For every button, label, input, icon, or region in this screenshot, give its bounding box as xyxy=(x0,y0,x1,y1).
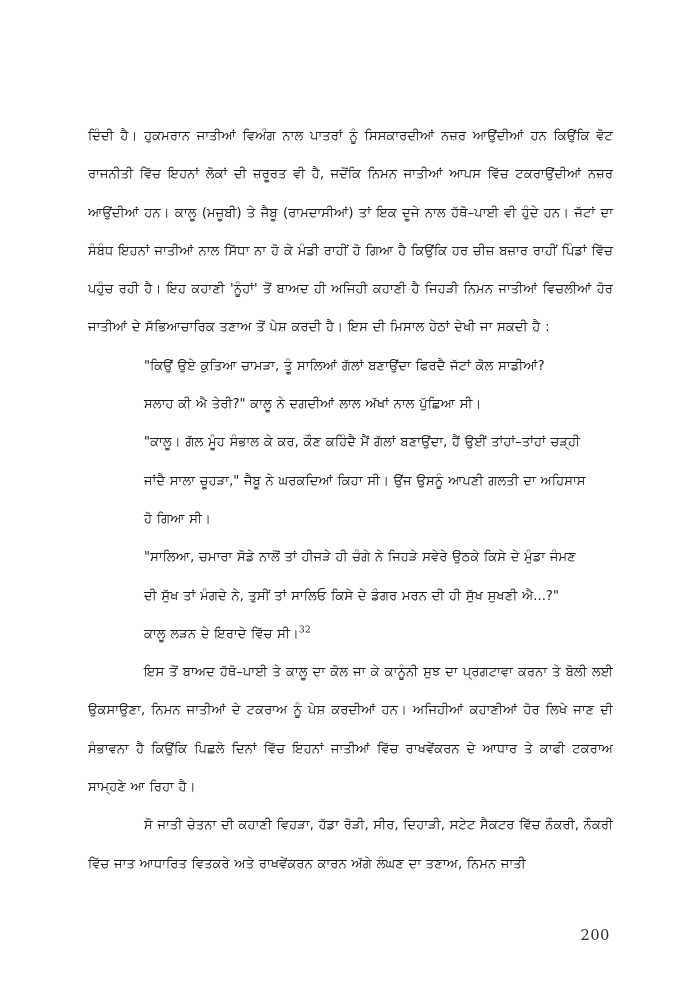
quote-3-line-3 xyxy=(144,616,613,654)
body-paragraph-2: ਇਸ ਤੋਂ ਬਾਅਦ ਹੱਥੋ–ਪਾਈ ਤੇ ਕਾਲੂ ਦਾ ਕੋਲ ਜਾ ਕੇ ਕਾਨੂੰਨੀ ਸੁਝ ਦਾ ਪ੍ਰਗਟਾਵਾ ਕਰਨਾ ਤੇ ਬੋਲੀ ਲਈ ਉਕਸਾਉਣਾ, ਨਿਮਨ ਜਾਤੀਆਂ ਦੇ ਟਕਰਾਅ ਨੂੰ ਪੇਸ਼ ਕਰਦੀਆਂ ਹਨ। ਅਜਿਹੀਆਂ ਕਹਾਣੀਆਂ ਹੋਰ ਲਿਖੇ ਜਾਣ ਦੀ ਸੰਭਾਵਨਾ ਹੈ ਕਿਉਂਕਿ ਪਿਛਲੇ ਦਿਨਾਂ ਵਿੱਚ ਇਹਨਾਂ ਜਾਤੀਆਂ ਵਿੱਚ ਰਾਖਵੇਂਕਰਨ ਦੇ ਆਧਾਰ ਤੇ ਕਾਫੀ ਟਕਰਾਅ ਸਾਮ੍ਹਣੇ ਆ ਰਿਹਾ ਹੈ। xyxy=(88,665,613,796)
block-quote-2 xyxy=(88,424,613,539)
quote-1-line-2: ਸਲਾਹ ਕੀ ਐ ਤੇਰੀ?" ਕਾਲੂ ਨੇ ਦਗਦੀਆਂ ਲਾਲ ਅੱਖਾਂ ਨਾਲ ਪੁੱਛਿਆ ਸੀ। xyxy=(144,397,482,413)
quote-2-line-3: ਹੋ ਗਿਆ ਸੀ। xyxy=(144,511,211,527)
block-quote-1 xyxy=(88,348,613,425)
page-number: 200 xyxy=(580,928,610,944)
quote-2-line-2: ਜਾਂਦੈ ਸਾਲਾ ਚੂਹੜਾ," ਜੈਬੂ ਨੇ ਘਰਕਦਿਆਂ ਕਿਹਾ ਸੀ। ਉਂਜ ਉਸਨੂੰ ਆਪਣੀ ਗਲਤੀ ਦਾ ਅਹਿਸਾਸ xyxy=(144,473,586,489)
quote-2-line-1: "ਕਾਲੂ। ਗੱਲ ਮੂੰਹ ਸੰਭਾਲ ਕੇ ਕਰ, ਕੌਣ ਕਹਿੰਦੈ ਮੈਂ ਗੱਲਾਂ ਬਣਾਉਂਦਾ, ਹੈਂ ਉਈਂ ਤਾਂਹਾਂ–ਤਾਂਹਾਂ ਚੜ੍ਹੀ xyxy=(144,435,581,451)
block-quote-3 xyxy=(88,539,613,654)
quote-3-line-1: "ਸਾਲਿਆ, ਚਮਾਰਾ ਸੋਡੇ ਨਾਲੋਂ ਤਾਂ ਹੀਜੜੇ ਹੀ ਚੰਗੇ ਨੇ ਜਿਹੜੇ ਸਵੇਰੇ ਉਠਕੇ ਕਿਸੇ ਦੇ ਮੁੰਡਾ ਜੰਮਣ xyxy=(144,550,576,566)
body-paragraph-1: ਦਿੰਦੀ ਹੈ। ਹੁਕਮਰਾਨ ਜਾਤੀਆਂ ਵਿਅੰਗ ਨਾਲ ਪਾਤਰਾਂ ਨੂੰ ਸਿਸਕਾਰਦੀਆਂ ਨਜ਼ਰ ਆਉਂਦੀਆਂ ਹਨ ਕਿਉਂਕਿ ਵੋਟ ਰਾਜਨੀਤੀ ਵਿੱਚ ਇਹਨਾਂ ਲੋਕਾਂ ਦੀ ਜ਼ਰੂਰਤ ਵੀ ਹੈ, ਜਦੋਂਕਿ ਨਿਮਨ ਜਾਤੀਆਂ ਆਪਸ ਵਿੱਚ ਟਕਰਾਉਂਦੀਆਂ ਨਜ਼ਰ ਆਉਂਦੀਆਂ ਹਨ। ਕਾਲੂ (ਮਜ਼ੂਬੀ) ਤੇ ਜੈਬੂ (ਰਾਮਦਾਸੀਆਂ) ਤਾਂ ਇਕ ਦੂਜੇ ਨਾਲ ਹੱਥੋ–ਪਾਈ ਵੀ ਹੁੰਦੇ ਹਨ। ਜੱਟਾਂ ਦਾ ਸੰਬੰਧ ਇਹਨਾਂ ਜਾਤੀਆਂ ਨਾਲ ਸਿੱਧਾ ਨਾ ਹੋ ਕੇ ਮੰਡੀ ਰਾਹੀਂ ਹੋ ਗਿਆ ਹੈ ਕਿਉਂਕਿ ਹਰ ਚੀਜ਼ ਬਜ਼ਾਰ ਰਾਹੀਂ ਪਿੰਡਾਂ ਵਿੱਚ ਪਹੁੰਚ ਰਹੀ ਹੈ। ਇਹ ਕਹਾਣੀ 'ਨੂੰਹਾਂ' ਤੋਂ ਬਾਅਦ ਹੀ ਅਜਿਹੀ ਕਹਾਣੀ ਹੈ ਜਿਹੜੀ ਨਿਮਨ ਜਾਤੀਆਂ ਵਿਚਲੀਆਂ ਹੋਰ ਜਾਤੀਆਂ ਦੇ ਸੱਭਿਆਚਾਰਿਕ ਤਣਾਅ ਤੋਂ ਪੇਸ਼ ਕਰਦੀ ਹੈ। ਇਸ ਦੀ ਮਿਸਾਲ ਹੇਠਾਂ ਦੇਖੀ ਜਾ ਸਕਦੀ ਹੈ : xyxy=(88,129,613,336)
quote-1-line-1: "ਕਿਉਂ ਉਏ ਕੁਤਿਆ ਚਾਮੜਾ, ਤੂੰ ਸਾਲਿਆਂ ਗੱਲਾਂ ਬਣਾਉਂਦਾ ਫਿਰਦੈ ਜੱਟਾਂ ਕੋਲ ਸਾਡੀਆਂ? xyxy=(144,358,545,374)
quote-3-line-2: ਦੀ ਸੁੱਖ ਤਾਂ ਮੰਗਦੇ ਨੇ, ਤੁਸੀਂ ਤਾਂ ਸਾਲਿਓ ਕਿਸੇ ਦੇ ਡੰਗਰ ਮਰਨ ਦੀ ਹੀ ਸੁੱਖ ਸੁਖਣੀ ਐ...?" xyxy=(144,588,559,604)
body-paragraph-3: ਸੋ ਜਾਤੀ ਚੇਤਨਾ ਦੀ ਕਹਾਣੀ ਵਿਹੜਾ, ਹੱਡਾ ਰੋੜੀ, ਸੀਰ, ਦਿਹਾੜੀ, ਸਟੇਟ ਸੈਕਟਰ ਵਿੱਚ ਨੌਕਰੀ, ਨੌਕਰੀ ਵਿੱਚ ਜਾਤ ਆਧਾਰਿਤ ਵਿਤਕਰੇ ਅਤੇ ਰਾਖਵੇਂਕਰਨ ਕਾਰਨ ਅੱਗੇ ਲੰਘਣ ਦਾ ਤਣਾਅ, ਨਿਮਨ ਜਾਤੀ xyxy=(88,818,613,872)
text-column xyxy=(88,118,613,884)
footnote-reference-32[interactable]: 32 xyxy=(298,624,311,636)
quote-3-line-3-text: ਕਾਲੂ ਲੜਨ ਦੇ ਇਰਾਦੇ ਵਿੱਚ ਸੀ। xyxy=(144,626,299,642)
